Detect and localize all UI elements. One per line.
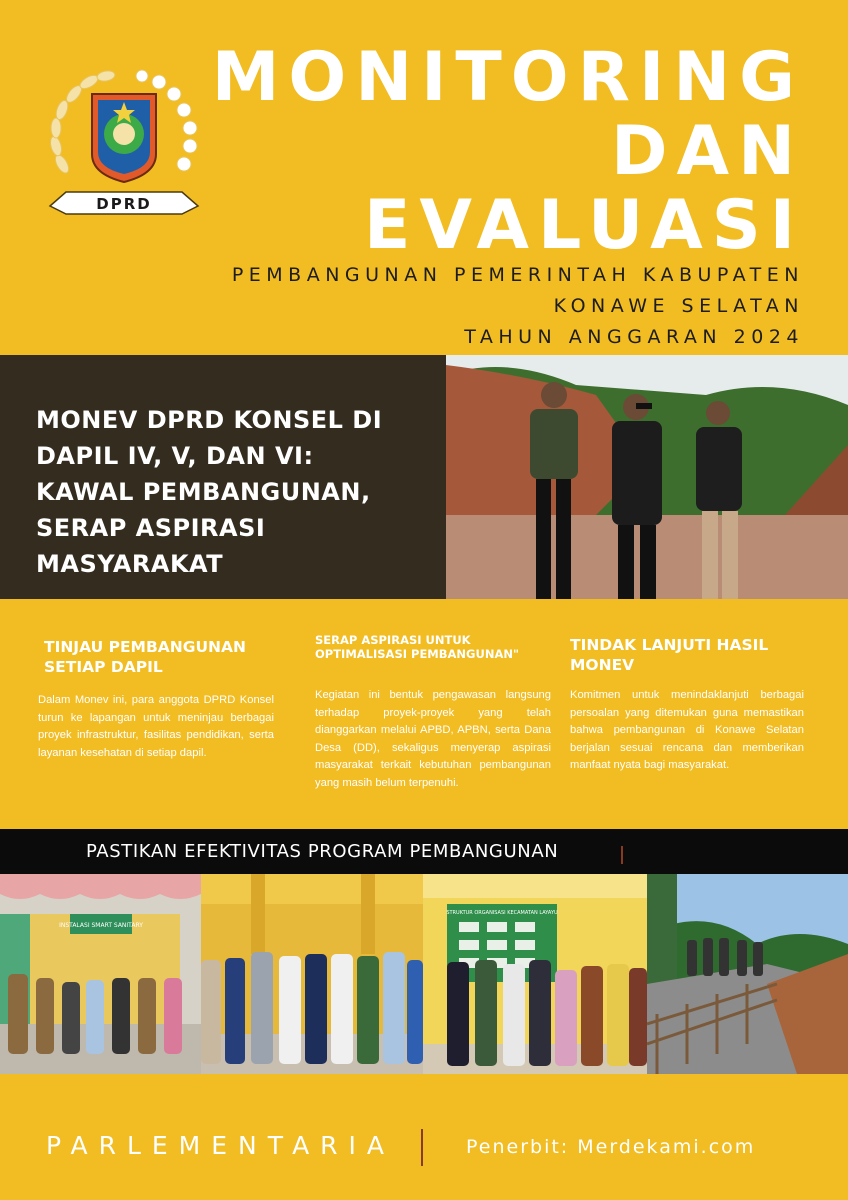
column-2-body: Kegiatan ini bentuk pengawasan langsung terhadap proyek-proyek yang telah dianggarkan melalui APBD, APBN, serta Dana Desa (DD), sekaligus menyerap aspirasi masyarakat terkait kebutuhan pembangunan yang masih belum terpenuhi. (315, 689, 551, 789)
title-line-3: EVALUASI (363, 186, 804, 265)
column-3-title: TINDAK LANJUTI HASIL MONEV (570, 636, 769, 674)
dprd-logo (44, 66, 204, 218)
banner-divider (621, 846, 623, 864)
svg-text:DPRD: DPRD (96, 195, 152, 213)
title-line-1: MONITORING (211, 38, 804, 117)
photo-3 (423, 874, 647, 1074)
footer-divider (421, 1129, 423, 1166)
column-3-body: Komitmen untuk menindaklanjuti berbagai persoalan yang ditemukan guna memastikan bahwa pembangunan di Konawe Selatan berjalan sesuai rencana dan memberikan manfaat nyata bagi masyarakat. (570, 689, 804, 772)
headline: MONEV DPRD KONSEL DI DAPIL IV, V, DAN VI: KAWAL PEMBANGUNAN, SERAP ASPIRASI MASYARAKAT (36, 406, 383, 578)
subtitle-line-1: PEMBANGUNAN PEMERINTAH KABUPATEN (231, 264, 804, 286)
subtitle-line-2: KONAWE SELATAN (553, 295, 804, 317)
banner-text: PASTIKAN EFEKTIVITAS PROGRAM PEMBANGUNAN (86, 841, 559, 862)
footer-publisher: Penerbit: Merdekami.com (466, 1136, 756, 1158)
column-1-body: Dalam Monev ini, para anggota DPRD Konsel turun ke lapangan untuk meninjau berbagai proyek infrastruktur, fasilitas pendidikan, serta layanan kesehatan di setiap dapil. (38, 694, 274, 759)
svg-text:STRUKTUR ORGANISASI KECAMATAN: STRUKTUR ORGANISASI KECAMATAN LAYAYU (446, 910, 558, 916)
hero-photo (446, 355, 848, 599)
photo-2 (201, 874, 423, 1074)
footer-brand: PARLEMENTARIA (46, 1131, 396, 1160)
photo-4 (647, 874, 848, 1074)
subtitle-line-3: TAHUN ANGGARAN 2024 (464, 326, 804, 348)
photo-1 (0, 874, 201, 1074)
title-line-2: DAN (611, 112, 804, 191)
column-1-title: TINJAU PEMBANGUNAN SETIAP DAPIL (44, 638, 246, 676)
svg-text:INSTALASI SMART SANITARY: INSTALASI SMART SANITARY (59, 922, 143, 929)
column-2-title: SERAP ASPIRASI UNTUK OPTIMALISASI PEMBANGUNAN" (315, 633, 519, 661)
